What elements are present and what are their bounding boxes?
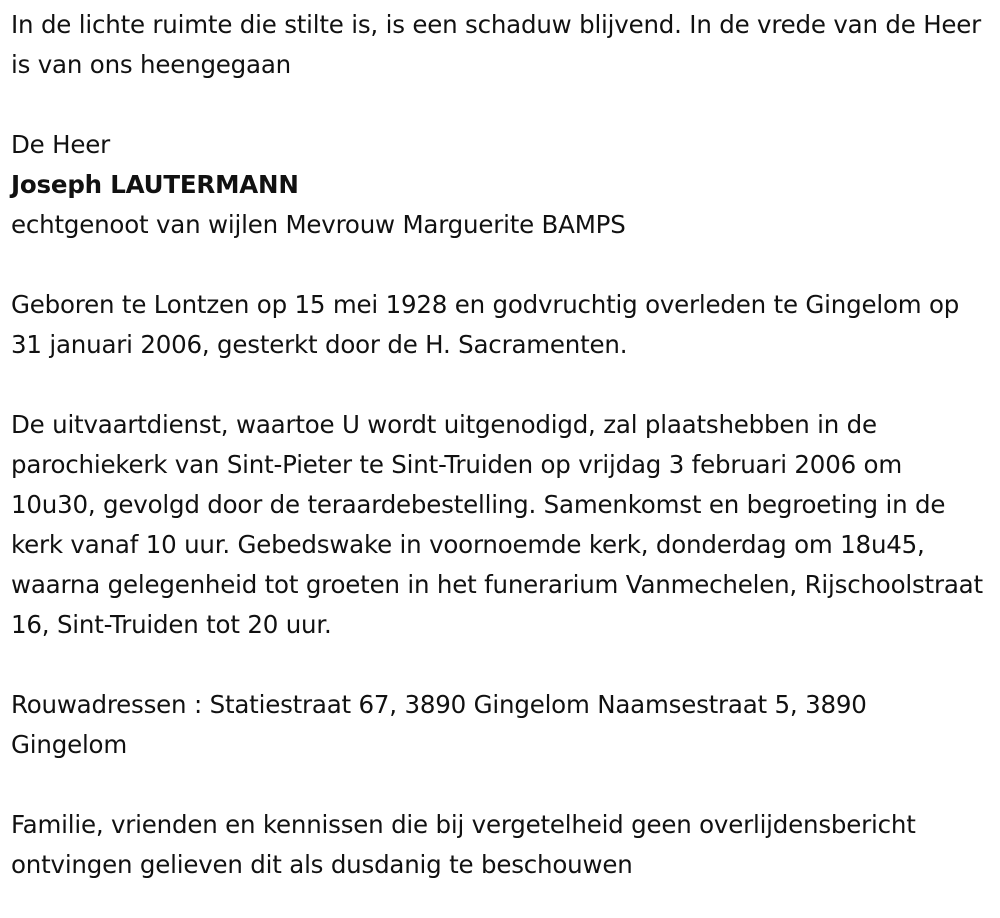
honorific-title: De Heer: [11, 130, 110, 159]
opening-verse: In de lichte ruimte die stilte is, is een schaduw blijvend. In de vrede van de Heer is van ons heengegaan: [11, 10, 982, 79]
spouse-line: echtgenoot van wijlen Mevrouw Marguerite BAMPS: [11, 210, 626, 239]
funeral-service-paragraph: De uitvaartdienst, waartoe U wordt uitgenodigd, zal plaatshebben in de parochiekerk van Sint-Pieter te Sint-Truiden op vrijdag 3 februari 2006 om 10u30, gevolgd door de teraardebestelling. Samenkomst en begroeting in de kerk vanaf 10 uur. Gebedswake in voornoemde kerk, donderdag om 18u45, waarna gelegenheid tot groeten in het funerarium Vanmechelen, Rijschoolstraat 16, Sint-Truiden tot 20 uur.: [11, 410, 983, 639]
paragraph-gap: [11, 645, 990, 685]
paragraph-gap: [11, 85, 990, 125]
closing-note: Familie, vrienden en kennissen die bij vergetelheid geen overlijdensbericht ontvingen gelieven dit als dusdanig te beschouwen: [11, 810, 916, 879]
birth-death-paragraph: Geboren te Lontzen op 15 mei 1928 en godvruchtig overleden te Gingelom op 31 januari 2006, gesterkt door de H. Sacramenten.: [11, 290, 960, 359]
mourning-addresses: Rouwadressen : Statiestraat 67, 3890 Gingelom Naamsestraat 5, 3890 Gingelom: [11, 690, 867, 759]
paragraph-gap: [11, 245, 990, 285]
paragraph-gap: [11, 765, 990, 805]
deceased-name: Joseph LAUTERMANN: [11, 170, 299, 199]
paragraph-gap: [11, 365, 990, 405]
